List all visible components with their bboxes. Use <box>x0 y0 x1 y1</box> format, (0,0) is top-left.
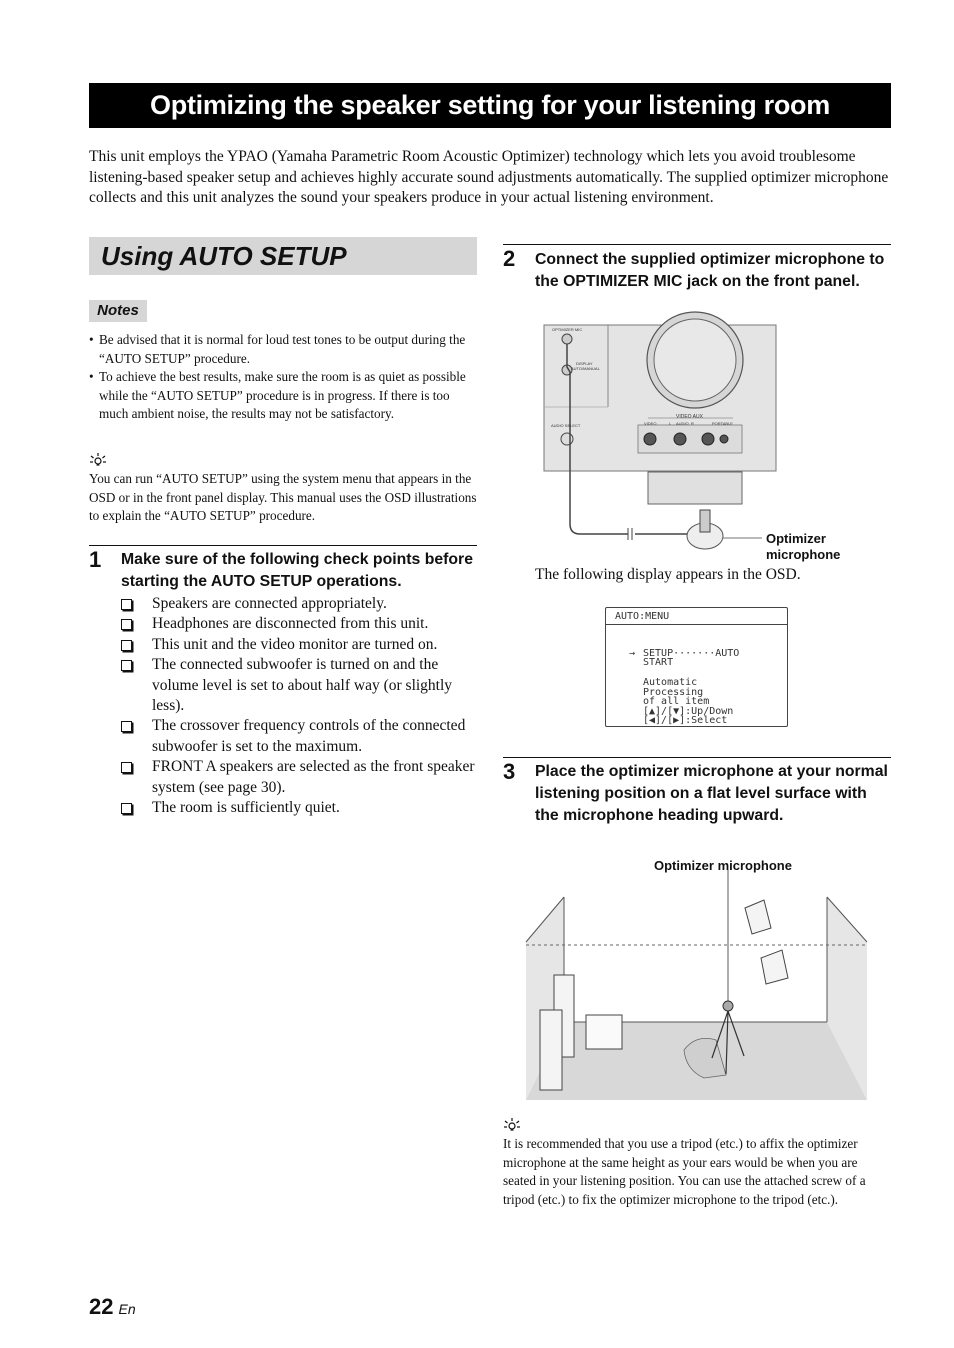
jack-label-l: L <box>669 421 672 426</box>
checkbox-icon <box>121 660 132 671</box>
page-number: 22 En <box>89 1294 136 1319</box>
checklist-item: The room is sufficiently quiet. <box>121 798 477 818</box>
osd-line: of all item <box>643 696 710 707</box>
step-2-number: 2 <box>503 246 516 271</box>
checkbox-icon <box>121 803 132 814</box>
jack-label-audio: AUDIO <box>676 421 689 426</box>
checkbox-icon <box>121 599 132 610</box>
step-2-rule <box>503 244 891 245</box>
tip-lightbulb-icon <box>503 1117 521 1133</box>
step-1-title: Make sure of the following check points before starting the AUTO SETUP operations. <box>121 551 473 590</box>
checklist-item: The crossover frequency controls of the connected subwoofer is set to the maximum. <box>121 716 477 757</box>
checkbox-icon <box>121 721 132 732</box>
notes-list <box>89 331 477 424</box>
jack-label-r: R <box>691 421 694 426</box>
optimizer-microphone-callout: Optimizer microphone <box>766 531 841 562</box>
step-1-number: 1 <box>89 547 102 572</box>
checkbox-icon <box>121 619 132 630</box>
checklist-item: Speakers are connected appropriately. <box>121 594 477 614</box>
osd-line: [◀]/[▶]:Select <box>643 715 728 726</box>
jack-label-video: VIDEO <box>644 421 657 426</box>
checklist-item: This unit and the video monitor are turned on. <box>121 635 477 655</box>
intro-paragraph: This unit employs the YPAO (Yamaha Parametric Room Acoustic Optimizer) technology which lets you avoid troublesome listening-based speaker setup and achieves highly accurate sound adjustments automatically. The supplied optimizer microphone collects and this unit analyzes the sound your speakers produce in your actual listening environment. <box>89 148 889 206</box>
tip-text-tripod: It is recommended that you use a tripod (etc.) to affix the optimizer microphone at the same height as your ears would be when you are seated in your listening position. You can use the attached screw of a tripod (etc.) to fix the optimizer microphone to the tripod (etc.). <box>503 1136 866 1207</box>
osd-line: [▲]/[▼]:Up/Down <box>643 706 734 717</box>
step-3-number: 3 <box>503 759 516 784</box>
checkbox-icon <box>121 762 132 773</box>
tip-text-osd: You can run “AUTO SETUP” using the system menu that appears in the OSD or in the front panel display. This manual uses the OSD illustrations to explain the “AUTO SETUP” procedure. <box>89 471 477 524</box>
step-1-rule <box>89 545 477 546</box>
tip-lightbulb-icon <box>89 452 107 468</box>
audio-select-label: AUDIO SELECT <box>551 423 581 428</box>
front-panel-illustration <box>540 322 780 552</box>
osd-intro-text: The following display appears in the OSD. <box>535 566 801 583</box>
checklist-item: Headphones are disconnected from this unit. <box>121 614 477 634</box>
step-3-title: Place the optimizer microphone at your normal listening position on a flat level surface with the microphone heading upward. <box>535 763 888 824</box>
notes-label: Notes <box>89 300 147 322</box>
optimizer-mic-jack-label: OPTIMIZER MIC <box>552 327 583 332</box>
checkbox-icon <box>121 640 132 651</box>
display-button-label: DISPLAY <box>576 361 593 366</box>
note-item: • To achieve the best results, make sure the room is as quiet as possible while the “AUTO SETUP” procedure is in progress. If there is too much ambient noise, the results may not be satisfactory. <box>89 368 477 424</box>
listening-room-illustration <box>526 870 868 1102</box>
checklist-item: The connected subwoofer is turned on and the volume level is set to about half way (or slightly less). <box>121 655 477 716</box>
osd-line: START <box>643 657 674 668</box>
osd-cursor-arrow: → <box>629 648 636 659</box>
note-item: • Be advised that it is normal for loud test tones to be output during the “AUTO SETUP” procedure. <box>89 331 477 368</box>
video-aux-label: VIDEO AUX <box>676 414 703 420</box>
osd-line: Automatic <box>643 677 698 688</box>
page-title-banner: Optimizing the speaker setting for your listening room <box>89 83 891 128</box>
osd-line: SETUP·······AUTO <box>643 648 740 659</box>
display-button-sublabel: AUTO/MANUAL <box>571 366 600 371</box>
optimizer-microphone-label: Optimizer microphone <box>654 858 792 873</box>
step-1-checklist <box>121 594 477 818</box>
osd-screen <box>605 607 788 727</box>
osd-header: AUTO:MENU <box>606 608 787 625</box>
page-language: En <box>118 1301 136 1317</box>
checklist-item: FRONT A speakers are selected as the front speaker system (see page 30). <box>121 757 477 798</box>
step-2-title: Connect the supplied optimizer microphone to the OPTIMIZER MIC jack on the front panel. <box>535 251 885 290</box>
osd-line: Processing <box>643 687 704 698</box>
section-title: Using AUTO SETUP <box>89 237 477 275</box>
step-3-rule <box>503 757 891 758</box>
jack-label-portable: PORTABLE <box>712 421 733 426</box>
